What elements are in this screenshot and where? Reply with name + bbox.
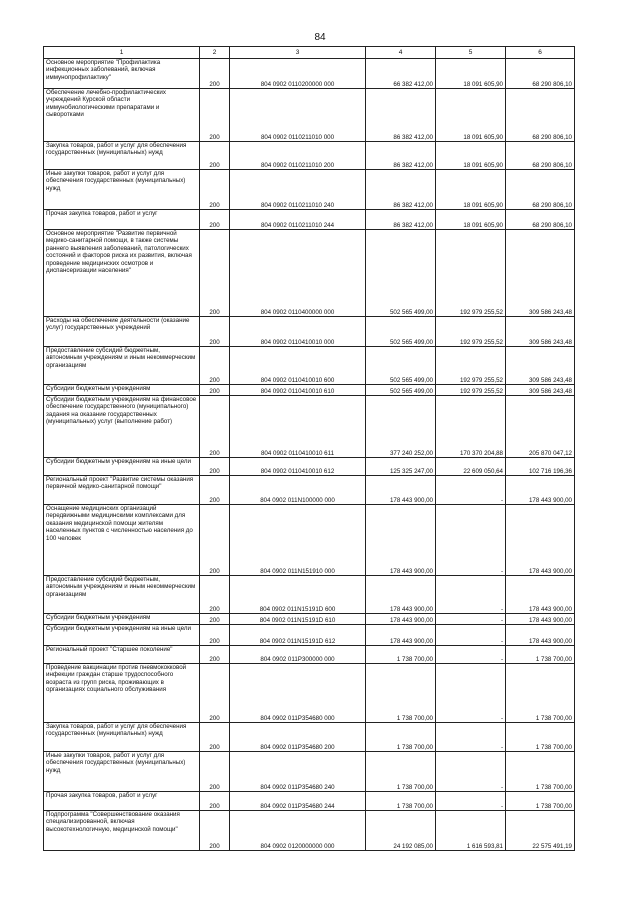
row-name: Прочая закупка товаров, работ и услуг [44, 210, 200, 230]
row-name: Оснащение медицинских организаций передвижными медицинскими комплексами для оказания медицинской помощи жителям населенных пунктов с численностью населения до 100 человек [44, 505, 200, 576]
row-value-4: 1 738 700,00 [366, 646, 436, 664]
row-value-5: - [436, 664, 506, 723]
row-value-5: - [436, 505, 506, 576]
row-col-2: 200 [200, 458, 230, 476]
row-col-2: 200 [200, 89, 230, 142]
row-col-2: 200 [200, 142, 230, 170]
row-value-6: 178 443 900,00 [506, 476, 575, 505]
row-name: Предоставление субсидий бюджетным, автономным учреждениям и иным некоммерческим организациям [44, 576, 200, 614]
row-value-5: - [436, 646, 506, 664]
row-name: Иные закупки товаров, работ и услуг для обеспечения государственных (муниципальных) нужд [44, 752, 200, 792]
row-value-5: - [436, 752, 506, 792]
row-value-6: 102 716 196,36 [506, 458, 575, 476]
row-col-2: 200 [200, 317, 230, 347]
row-value-5: - [436, 614, 506, 625]
row-value-6: 22 575 491,19 [506, 811, 575, 851]
row-value-6: 1 738 700,00 [506, 664, 575, 723]
row-code: 804 0902 011N15191D 610 [230, 614, 366, 625]
row-code: 804 0902 0110211010 200 [230, 142, 366, 170]
row-code: 804 0902 0110200000 000 [230, 59, 366, 89]
row-code: 804 0902 011N151910 000 [230, 505, 366, 576]
header-col-4: 4 [366, 47, 436, 59]
row-col-2: 200 [200, 59, 230, 89]
table-row [44, 614, 575, 625]
row-value-4: 502 565 499,00 [366, 317, 436, 347]
row-code: 804 0902 0110410010 612 [230, 458, 366, 476]
row-value-6: 1 738 700,00 [506, 752, 575, 792]
row-value-4: 178 443 900,00 [366, 625, 436, 646]
row-value-5: - [436, 625, 506, 646]
header-col-2: 2 [200, 47, 230, 59]
row-value-6: 68 290 806,10 [506, 210, 575, 230]
row-value-5: 18 091 605,90 [436, 59, 506, 89]
row-value-4: 1 738 700,00 [366, 664, 436, 723]
row-code: 804 0902 0110410010 000 [230, 317, 366, 347]
row-code: 804 0902 0110211010 000 [230, 89, 366, 142]
table-row [44, 458, 575, 476]
row-value-4: 1 738 700,00 [366, 792, 436, 811]
row-name: Иные закупки товаров, работ и услуг для обеспечения государственных (муниципальных) нужд [44, 170, 200, 210]
row-value-6: 178 443 900,00 [506, 614, 575, 625]
row-name: Подпрограмма "Совершенствование оказания специализированной, включая высокотехнологичную, медицинской помощи" [44, 811, 200, 851]
row-col-2: 200 [200, 347, 230, 385]
row-value-6: 309 586 243,48 [506, 347, 575, 385]
row-name: Обеспечение лечебно-профилактических учреждений Курской области иммунобиологическими препаратами и сыворотками [44, 89, 200, 142]
row-value-4: 178 443 900,00 [366, 614, 436, 625]
row-value-6: 68 290 806,10 [506, 142, 575, 170]
row-name: Субсидии бюджетным учреждениям [44, 385, 200, 396]
row-value-5: 18 091 605,90 [436, 210, 506, 230]
row-value-6: 178 443 900,00 [506, 505, 575, 576]
row-value-4: 125 325 247,00 [366, 458, 436, 476]
row-value-5: 18 091 605,90 [436, 142, 506, 170]
row-col-2: 200 [200, 576, 230, 614]
row-value-4: 178 443 900,00 [366, 576, 436, 614]
row-value-4: 1 738 700,00 [366, 723, 436, 752]
row-value-6: 309 586 243,48 [506, 230, 575, 317]
row-col-2: 200 [200, 646, 230, 664]
row-value-6: 178 443 900,00 [506, 576, 575, 614]
row-value-5: 170 370 204,88 [436, 396, 506, 458]
row-name: Основное мероприятие "Развитие первичной медико-санитарной помощи, в также системы раннего выявления заболеваний, патологических состояний и факторов риска их развития, включая проведение медицинских осмотров и диспансеризации населения" [44, 230, 200, 317]
table-row [44, 811, 575, 851]
page-number: 84 [314, 32, 326, 43]
table-row [44, 476, 575, 505]
header-col-3: 3 [230, 47, 366, 59]
row-col-2: 200 [200, 170, 230, 210]
row-name: Предоставление субсидий бюджетным, автономным учреждениям и иным некоммерческим организациям [44, 347, 200, 385]
row-value-6: 1 738 700,00 [506, 792, 575, 811]
table-row [44, 752, 575, 792]
row-code: 804 0902 011N100000 000 [230, 476, 366, 505]
row-value-5: - [436, 576, 506, 614]
row-value-5: 18 091 605,90 [436, 170, 506, 210]
row-col-2: 200 [200, 614, 230, 625]
row-col-2: 200 [200, 625, 230, 646]
row-value-6: 178 443 900,00 [506, 625, 575, 646]
row-code: 804 0902 0110400000 000 [230, 230, 366, 317]
row-code: 804 0902 011N15191D 612 [230, 625, 366, 646]
row-value-6: 68 290 806,10 [506, 170, 575, 210]
row-value-4: 178 443 900,00 [366, 476, 436, 505]
row-value-4: 86 382 412,00 [366, 170, 436, 210]
row-code: 804 0902 0120000000 000 [230, 811, 366, 851]
row-name: Региональный проект "Развитие системы оказания первичной медико-санитарной помощи" [44, 476, 200, 505]
row-value-4: 86 382 412,00 [366, 210, 436, 230]
row-value-4: 502 565 499,00 [366, 230, 436, 317]
row-value-5: 192 979 255,52 [436, 347, 506, 385]
row-value-4: 86 382 412,00 [366, 89, 436, 142]
table-row [44, 576, 575, 614]
table-row [44, 210, 575, 230]
row-value-6: 309 586 243,48 [506, 385, 575, 396]
row-name: Субсидии бюджетным учреждениям на иные цели [44, 625, 200, 646]
row-col-2: 200 [200, 723, 230, 752]
budget-table [43, 46, 575, 851]
row-name: Субсидии бюджетным учреждениям на иные цели [44, 458, 200, 476]
table-row [44, 625, 575, 646]
row-col-2: 200 [200, 396, 230, 458]
row-code: 804 0902 0110211010 244 [230, 210, 366, 230]
row-name: Закупка товаров, работ и услуг для обеспечения государственных (муниципальных) нужд [44, 142, 200, 170]
row-name: Субсидии бюджетным учреждениям на финансовое обеспечение государственного (муниципального) задания на оказание государственных (муниципальных) услуг (выполнение работ) [44, 396, 200, 458]
row-col-2: 200 [200, 792, 230, 811]
row-code: 804 0902 0110410010 600 [230, 347, 366, 385]
row-col-2: 200 [200, 385, 230, 396]
row-name: Региональный проект "Старшее поколение" [44, 646, 200, 664]
row-col-2: 200 [200, 230, 230, 317]
row-name: Прочая закупка товаров, работ и услуг [44, 792, 200, 811]
row-name: Закупка товаров, работ и услуг для обеспечения государственных (муниципальных) нужд [44, 723, 200, 752]
row-code: 804 0902 0110410010 610 [230, 385, 366, 396]
table-row [44, 664, 575, 723]
row-name: Основное мероприятие "Профилактика инфекционных заболеваний, включая иммунопрофилактику" [44, 59, 200, 89]
row-value-6: 68 290 806,10 [506, 89, 575, 142]
row-col-2: 200 [200, 811, 230, 851]
row-value-5: 192 979 255,52 [436, 317, 506, 347]
row-code: 804 0902 011P354680 000 [230, 664, 366, 723]
row-col-2: 200 [200, 752, 230, 792]
table-row [44, 317, 575, 347]
table-row [44, 347, 575, 385]
table-row [44, 396, 575, 458]
row-code: 804 0902 011P300000 000 [230, 646, 366, 664]
row-value-4: 1 738 700,00 [366, 752, 436, 792]
row-value-6: 1 738 700,00 [506, 646, 575, 664]
row-value-6: 309 586 243,48 [506, 317, 575, 347]
row-value-5: 18 091 605,90 [436, 89, 506, 142]
row-value-4: 24 192 085,00 [366, 811, 436, 851]
row-value-5: 1 616 593,81 [436, 811, 506, 851]
row-code: 804 0902 0110211010 240 [230, 170, 366, 210]
row-value-6: 68 290 806,10 [506, 59, 575, 89]
row-name: Расходы на обеспечение деятельности (оказание услуг) государственных учреждений [44, 317, 200, 347]
row-value-5: 22 609 050,64 [436, 458, 506, 476]
row-value-5: 192 979 255,52 [436, 385, 506, 396]
table-row [44, 89, 575, 142]
header-col-5: 5 [436, 47, 506, 59]
row-code: 804 0902 011P354680 200 [230, 723, 366, 752]
row-value-4: 178 443 900,00 [366, 505, 436, 576]
row-code: 804 0902 0110410010 611 [230, 396, 366, 458]
table-row [44, 230, 575, 317]
table-row [44, 59, 575, 89]
table-row [44, 505, 575, 576]
row-col-2: 200 [200, 664, 230, 723]
row-value-6: 1 738 700,00 [506, 723, 575, 752]
row-col-2: 200 [200, 476, 230, 505]
row-name: Проведение вакцинации против пневмококковой инфекции граждан старше трудоспособного возраста из групп риска, проживающих в организациях социального обслуживания [44, 664, 200, 723]
row-value-4: 377 240 252,00 [366, 396, 436, 458]
row-value-5: 192 979 255,52 [436, 230, 506, 317]
row-value-4: 66 382 412,00 [366, 59, 436, 89]
table-row [44, 792, 575, 811]
table-row [44, 170, 575, 210]
header-row [44, 47, 575, 59]
row-value-5: - [436, 792, 506, 811]
table-row [44, 385, 575, 396]
row-col-2: 200 [200, 505, 230, 576]
row-code: 804 0902 011P354680 244 [230, 792, 366, 811]
row-col-2: 200 [200, 210, 230, 230]
table-row [44, 723, 575, 752]
table-row [44, 142, 575, 170]
row-value-4: 86 382 412,00 [366, 142, 436, 170]
table-row [44, 646, 575, 664]
row-code: 804 0902 011N15191D 600 [230, 576, 366, 614]
row-value-6: 205 870 047,12 [506, 396, 575, 458]
header-col-6: 6 [506, 47, 575, 59]
row-value-4: 502 565 499,00 [366, 385, 436, 396]
row-code: 804 0902 011P354680 240 [230, 752, 366, 792]
row-value-5: - [436, 476, 506, 505]
row-value-4: 502 565 499,00 [366, 347, 436, 385]
row-name: Субсидии бюджетным учреждениям [44, 614, 200, 625]
row-value-5: - [436, 723, 506, 752]
header-col-1: 1 [44, 47, 200, 59]
